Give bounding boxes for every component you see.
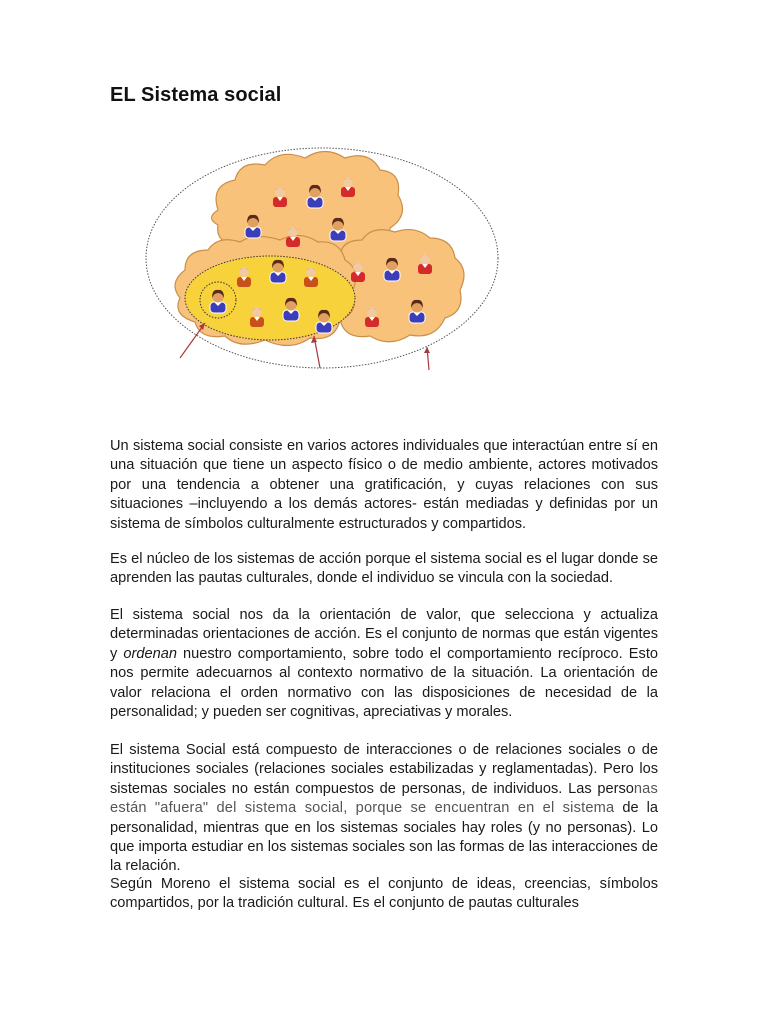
paragraph-3 — [110, 606, 658, 722]
paragraph-5: Según Moreno el sistema social es el conjunto de ideas, creencias, símbolos compartidos, por la tradición cultural. Es el conjunto de pautas culturales — [110, 876, 658, 912]
arrow-system — [424, 347, 430, 370]
arrow-individual — [180, 323, 205, 358]
paragraph-1: Un sistema social consiste en varios actores individuales que interactúan entre sí en una situación que tiene un aspecto físico o de medio ambiente, actores motivados por una tendencia a obtener una gratificación, y cuyas relaciones con sus situaciones –incluyendo a los demás actores- están mediadas y definidas por un sistema de símbolos culturalmente estructurados y compartidos. — [110, 438, 658, 532]
paragraph-2: Es el núcleo de los sistemas de acción porque el sistema social es el lugar donde se aprenden las pautas culturales, donde el individuo se vincula con la sociedad. — [110, 551, 658, 587]
social-system-diagram — [140, 140, 500, 380]
paragraph-4-end: de la personalidad, mientras que en los sistemas sociales hay roles (y no personas). Lo que importa estudiar en los sistemas sociales son las formas de las interacciones de la relación. — [110, 800, 658, 875]
diagram-svg — [140, 140, 500, 380]
arrow-subgroup — [311, 336, 320, 368]
page-title: EL Sistema social — [110, 84, 282, 106]
paragraph-4-start: El sistema Social está compuesto de interacciones o de relaciones sociales o de instituciones sociales (relaciones sociales estabilizadas y reglamentadas). Pero los sistemas sociales no están compuestos de personas, de individuos. Las perso — [110, 742, 658, 797]
paragraph-4 — [110, 741, 658, 877]
paragraph-3-start: El sistema social nos da la orientación de valor, que selecciona y actualiza determinadas orientaciones de acción. Es el conjunto de normas que están vigentes y — [110, 607, 658, 662]
paragraph-3-end: nuestro comportamiento, sobre todo el comportamiento recíproco. Esto nos permite adecuarnos al contexto normativo de la situación. La orientación de valor relaciona el orden normativo con las disposiciones de necesidad de la personalidad; y pueden ser cognitivas, apreciativas y morales. — [110, 645, 658, 721]
emphasis-ordenan: ordenan — [123, 645, 177, 662]
paragraph-4-light-segment: nas están "afuera" del sistema social, porque se encuentran en el sistema — [110, 780, 658, 817]
